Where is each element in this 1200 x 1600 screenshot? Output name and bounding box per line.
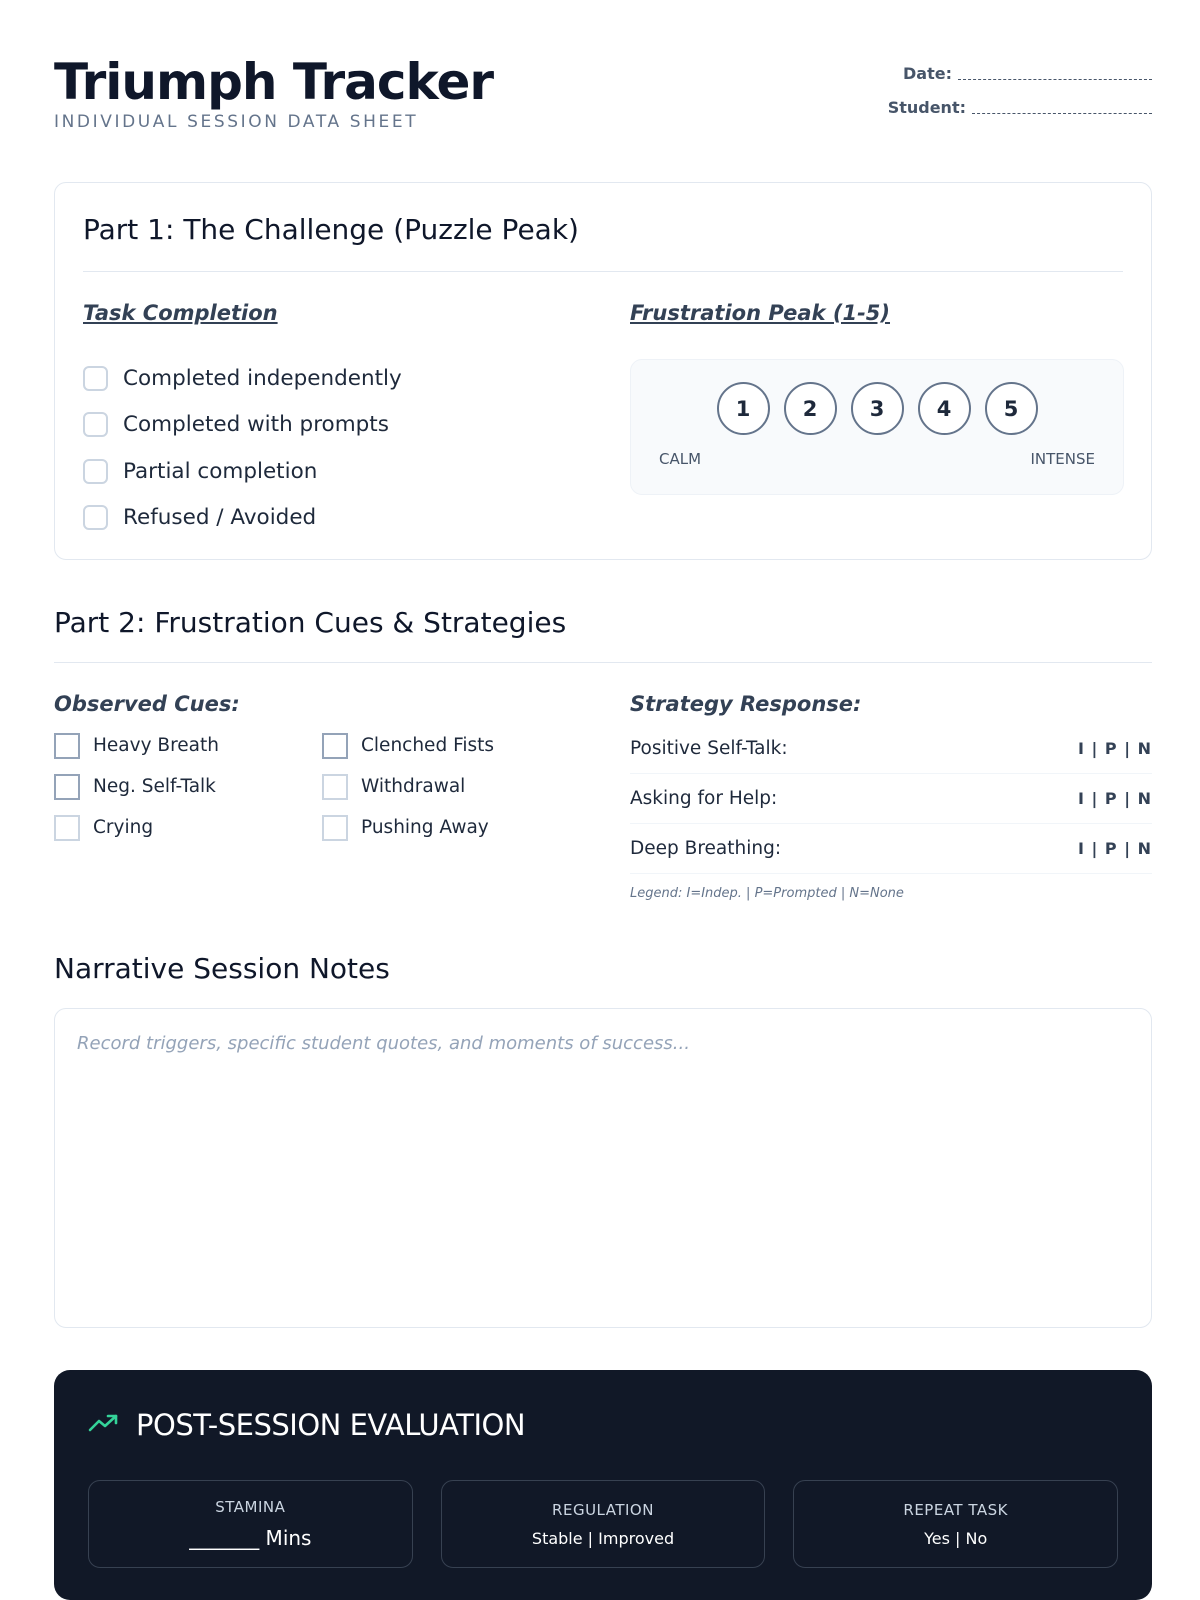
strategy-row [630, 724, 1152, 774]
cue-option[interactable] [54, 732, 322, 759]
observed-cues-heading: Observed Cues: [54, 692, 240, 716]
task-checkbox[interactable] [83, 412, 108, 437]
scale-high-label: INTENSE [1030, 450, 1095, 468]
task-option[interactable] [83, 355, 402, 402]
stamina-box[interactable] [88, 1480, 413, 1568]
strategy-response-heading: Strategy Response: [630, 692, 862, 716]
frustration-scale [630, 359, 1124, 495]
scale-options [631, 382, 1123, 435]
task-option-label: Completed with prompts [123, 412, 389, 438]
cue-label: Crying [93, 817, 154, 838]
date-blank-line[interactable] [958, 66, 1152, 80]
scale-low-label: CALM [659, 450, 702, 468]
repeat-task-label: REPEAT TASK [903, 1500, 1008, 1519]
cue-checkbox[interactable] [322, 774, 348, 800]
page-subtitle: INDIVIDUAL SESSION DATA SHEET [54, 112, 419, 132]
date-label: Date: [903, 63, 952, 83]
post-session-evaluation [54, 1370, 1152, 1600]
cue-checkbox[interactable] [54, 774, 80, 800]
part2-divider [54, 662, 1152, 663]
regulation-value: Stable | Improved [531, 1528, 675, 1548]
student-label: Student: [887, 97, 966, 117]
strategy-row [630, 774, 1152, 824]
task-option[interactable] [83, 495, 402, 542]
regulation-label: REGULATION [552, 1500, 654, 1519]
scale-option-3[interactable]: 3 [851, 382, 904, 435]
cue-option[interactable] [322, 773, 554, 800]
cue-checkbox[interactable] [322, 733, 348, 759]
strategy-options[interactable]: I | P | N [1077, 839, 1152, 858]
part1-card [54, 182, 1152, 560]
scale-option-2[interactable]: 2 [784, 382, 837, 435]
task-checkbox[interactable] [83, 459, 108, 484]
task-option-label: Partial completion [123, 458, 318, 484]
stamina-value: _______ Mins [189, 1526, 312, 1550]
task-option[interactable] [83, 402, 402, 449]
repeat-task-box[interactable] [793, 1480, 1118, 1568]
strategy-response-list [630, 724, 1152, 874]
evaluation-title: POST-SESSION EVALUATION [136, 1408, 526, 1442]
strategy-label: Asking for Help: [630, 788, 778, 809]
cue-checkbox[interactable] [54, 733, 80, 759]
task-checkbox[interactable] [83, 366, 108, 391]
part1-divider [83, 271, 1123, 272]
notes-textarea[interactable] [54, 1008, 1152, 1328]
evaluation-header [88, 1408, 525, 1442]
part2-heading: Part 2: Frustration Cues & Strategies [54, 606, 567, 639]
student-field[interactable] [888, 90, 1152, 124]
cue-option[interactable] [322, 732, 554, 759]
date-field[interactable] [888, 56, 1152, 90]
frustration-peak-heading: Frustration Peak (1-5) [630, 301, 890, 325]
cue-label: Pushing Away [361, 817, 489, 838]
task-option-label: Completed independently [123, 365, 402, 391]
page-header [54, 52, 1152, 142]
observed-cues-grid [54, 732, 554, 841]
cue-option[interactable] [54, 814, 322, 841]
strategy-options[interactable]: I | P | N [1077, 789, 1152, 808]
scale-option-1[interactable]: 1 [717, 382, 770, 435]
regulation-box[interactable] [441, 1480, 766, 1568]
cue-checkbox[interactable] [54, 815, 80, 841]
cue-label: Clenched Fists [361, 735, 495, 756]
repeat-task-value: Yes | No [924, 1528, 988, 1548]
part1-heading: Part 1: The Challenge (Puzzle Peak) [83, 213, 579, 246]
strategy-legend: Legend: I=Indep. | P=Prompted | N=None [630, 886, 904, 901]
scale-option-5[interactable]: 5 [985, 382, 1038, 435]
cue-label: Neg. Self-Talk [93, 776, 216, 797]
notes-placeholder: Record triggers, specific student quotes, and moments of success... [77, 1033, 690, 1054]
trending-up-icon [88, 1413, 120, 1438]
evaluation-metrics [88, 1480, 1118, 1568]
cue-label: Heavy Breath [93, 735, 219, 756]
task-completion-heading: Task Completion [83, 301, 278, 325]
page-title: Triumph Tracker [54, 53, 494, 111]
strategy-label: Positive Self-Talk: [630, 738, 788, 759]
cue-label: Withdrawal [361, 776, 466, 797]
cue-option[interactable] [54, 773, 322, 800]
strategy-row [630, 824, 1152, 874]
stamina-label: STAMINA [215, 1498, 286, 1516]
scale-option-4[interactable]: 4 [918, 382, 971, 435]
student-blank-line[interactable] [972, 100, 1152, 114]
strategy-options[interactable]: I | P | N [1077, 739, 1152, 758]
session-meta [888, 56, 1152, 124]
cue-option[interactable] [322, 814, 554, 841]
task-checkbox[interactable] [83, 505, 108, 530]
notes-heading: Narrative Session Notes [54, 952, 390, 985]
cue-checkbox[interactable] [322, 815, 348, 841]
task-completion-list [83, 355, 402, 541]
task-option[interactable] [83, 448, 402, 495]
strategy-label: Deep Breathing: [630, 838, 782, 859]
task-option-label: Refused / Avoided [123, 505, 317, 531]
